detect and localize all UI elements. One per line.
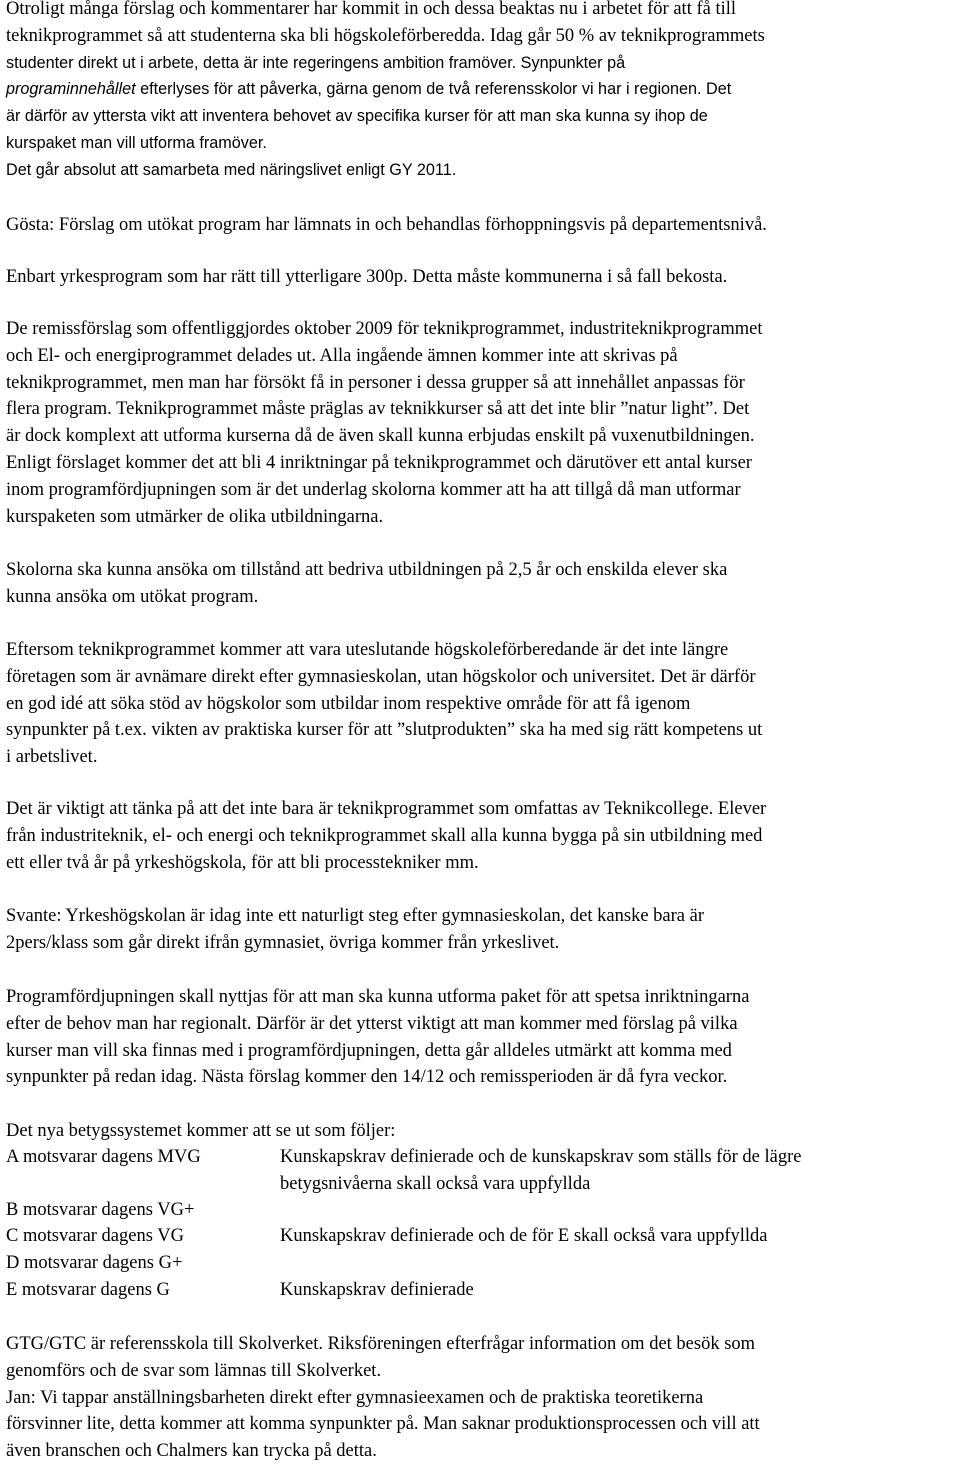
text-line: kurser man vill ska finnas med i programfördjupningen, detta går alldeles utmärkt att komma med — [6, 1040, 732, 1061]
text-line: Jan: Vi tappar anställningsbarheten direkt efter gymnasieexamen och de praktiska teoretikerna — [6, 1387, 704, 1408]
text-line: inom programfördjupningen som är det underlag skolorna kommer att ha att tillgå då man utformar — [6, 479, 741, 500]
text-line: Otroligt många förslag och kommentarer har kommit in och dessa beaktas nu i arbetet för att få till — [6, 0, 737, 19]
paragraph-remissforslag — [6, 316, 956, 530]
text-line: teknikprogrammet, men man har försökt få in personer i dessa grupper så att innehållet anpassas för — [6, 372, 745, 393]
text-line: Det nya betygssystemet kommer att se ut som följer: — [6, 1121, 396, 1141]
grade-label: A motsvarar dagens MVG — [6, 1147, 201, 1167]
text-line: Svante: Yrkeshögskolan är idag inte ett naturligt steg efter gymnasieskolan, det kanske bara är — [6, 906, 704, 926]
paragraph-programfordjupningen — [6, 984, 956, 1091]
text-line: Eftersom teknikprogrammet kommer att vara uteslutande högskoleförberedande är det inte längre — [6, 640, 729, 660]
text-line: Det är viktigt att tänka på att det inte bara är teknikprogrammet som omfattas av Teknikcollege. Elever — [6, 799, 767, 819]
text-line: GTG/GTC är referensskola till Skolverket. Riksföreningen efterfrågar information om det besök som — [6, 1334, 756, 1354]
text-line: en god idé att söka stöd av högskolor som utbildar inom respektive område för att få igenom — [6, 693, 691, 714]
text-line: Det går absolut att samarbeta med näringslivet enligt GY 2011. — [6, 160, 457, 179]
text-line: i arbetslivet. — [6, 747, 98, 768]
text-line: från industriteknik, el- och energi och teknikprogrammet skall alla kunna bygga på sin utbildning med — [6, 825, 763, 846]
text-fragment: efterlyses för att påverka, gärna genom de två referensskolor vi har i regionen. Det — [135, 80, 732, 99]
text-line: är dock komplext att utforma kurserna då de även skall kunna erbjudas enskilt på vuxenutbildningen. — [6, 426, 755, 447]
italic-term: programinnehållet — [6, 80, 136, 99]
paragraph-intro — [6, 0, 956, 184]
text-line: Enligt förslaget kommer det att bli 4 inriktningar på teknikprogrammet och därutöver ett antal kurser — [6, 452, 752, 473]
grade-description: Kunskapskrav definierade och de för E skall också vara uppfyllda — [280, 1226, 768, 1246]
paragraph-svante — [6, 903, 956, 957]
text-line: 2pers/klass som går direkt ifrån gymnasiet, övriga kommer från yrkeslivet. — [6, 932, 560, 953]
text-line: synpunkter på redan idag. Nästa förslag kommer den 14/12 och remissperioden är då fyra veckor. — [6, 1067, 728, 1088]
grade-label: E motsvarar dagens G — [6, 1280, 170, 1300]
text-line: ett eller två år på yrkeshögskola, för att bli processtekniker mm. — [6, 852, 479, 873]
text-line: kurspaket man vill utforma framöver. — [6, 133, 267, 152]
text-line: studenter direkt ut i arbete, detta är inte regeringens ambition framöver. Synpunkter på — [6, 53, 626, 72]
text-line: efter de behov man har regionalt. Därför är det ytterst viktigt att man kommer med förslag på vilka — [6, 1013, 738, 1034]
text-line: Enbart yrkesprogram som har rätt till ytterligare 300p. Detta måste kommunerna i så fall bekosta. — [6, 267, 728, 287]
grades-intro — [6, 1118, 956, 1145]
grade-label: B motsvarar dagens VG+ — [6, 1200, 195, 1220]
grade-label: C motsvarar dagens VG — [6, 1226, 184, 1246]
text-line — [6, 76, 956, 103]
text-line: Skolorna ska kunna ansöka om tillstånd att bedriva utbildningen på 2,5 år och enskilda elever ska — [6, 560, 728, 580]
text-line: Programfördjupningen skall nyttjas för att man ska kunna utforma paket för att spetsa inriktningarna — [6, 987, 750, 1007]
text-line: De remissförslag som offentliggjordes oktober 2009 för teknikprogrammet, industriteknikprogrammet — [6, 319, 763, 339]
text-line: företagen som är avnämare direkt efter gymnasieskolan, utan högskolor och universitet. Det är därför — [6, 666, 756, 687]
text-line: och El- och energiprogrammet delades ut. Alla ingående ämnen kommer inte att skrivas på — [6, 345, 678, 366]
text-line: genomförs och de svar som lämnas till Skolverket. — [6, 1360, 382, 1381]
grade-description: Kunskapskrav definierade — [280, 1280, 474, 1300]
paragraph-teknikcollege — [6, 796, 956, 876]
text-line: försvinner lite, detta kommer att komma synpunkter på. Man saknar produktionsprocessen och vill att — [6, 1414, 760, 1435]
paragraph-gosta — [6, 212, 956, 239]
paragraph-yrkesprogram — [6, 264, 956, 291]
grade-description: Kunskapskrav definierade och de kunskapskrav som ställs för de lägre — [280, 1147, 802, 1167]
text-line: Gösta: Förslag om utökat program har lämnats in och behandlas förhoppningsvis på departementsnivå. — [6, 215, 767, 235]
grade-description: betygsnivåerna skall också vara uppfyllda — [280, 1174, 591, 1194]
paragraph-gtg-gtc — [6, 1331, 956, 1465]
text-line: synpunkter på t.ex. vikten av praktiska kurser för att ”slutprodukten” ska ha med sig rätt kompetens ut — [6, 720, 763, 741]
paragraph-eftersom — [6, 637, 956, 771]
text-line: kunna ansöka om utökat program. — [6, 586, 259, 607]
paragraph-skolorna — [6, 557, 956, 611]
text-line: är därför av yttersta vikt att inventera behovet av specifika kurser för att man ska kunna sy ihop de — [6, 107, 708, 126]
text-line: även branschen och Chalmers kan trycka på detta. — [6, 1441, 377, 1462]
text-line: flera program. Teknikprogrammet måste präglas av teknikkurser så att det inte blir ”natur light”. Det — [6, 399, 750, 420]
text-line: kurspaketen som utmärker de olika utbildningarna. — [6, 506, 384, 527]
grade-label: D motsvarar dagens G+ — [6, 1253, 183, 1273]
text-line: teknikprogrammet så att studenterna ska bli högskoleförberedda. Idag går 50 % av teknikprogrammets — [6, 25, 765, 46]
